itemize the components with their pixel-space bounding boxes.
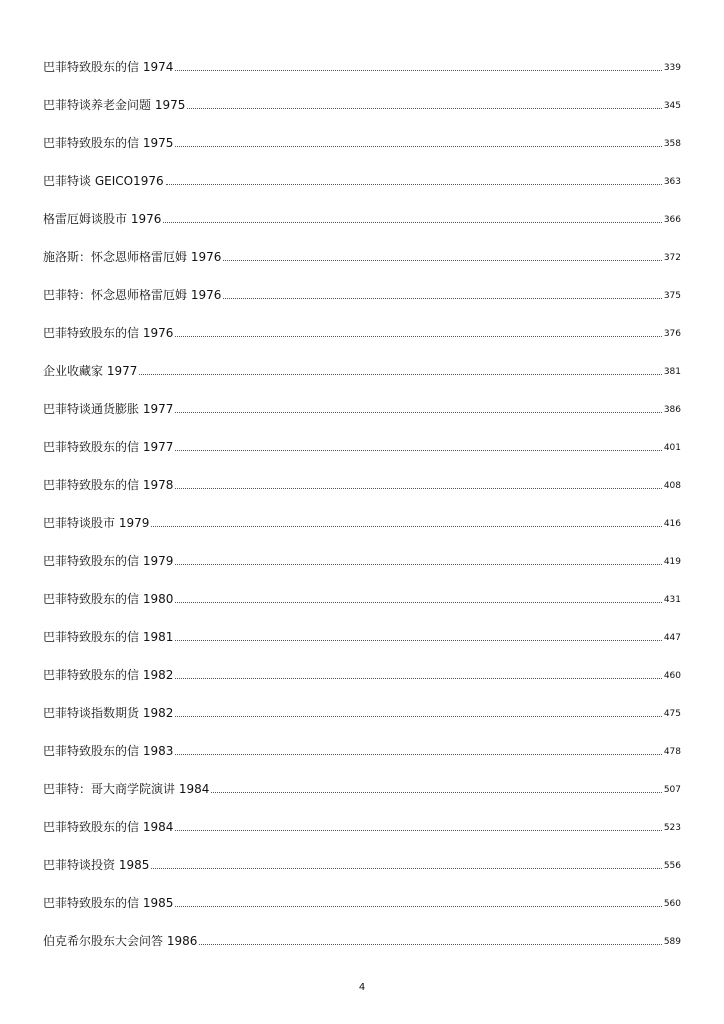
toc-leader-dots [175,640,661,641]
toc-entry[interactable] [43,626,681,644]
toc-entry[interactable] [43,816,681,834]
toc-entry[interactable] [43,550,681,568]
toc-entry[interactable] [43,740,681,758]
toc-entry-title: 巴菲特谈养老金问题 1975 [43,98,186,112]
toc-leader-dots [175,412,661,413]
toc-entry-title: 巴菲特致股东的信 1983 [43,744,174,758]
toc-entry[interactable] [43,778,681,796]
toc-leader-dots [175,906,661,907]
toc-entry[interactable] [43,588,681,606]
toc-entry-page: 345 [663,101,681,111]
toc-entry[interactable] [43,930,681,948]
toc-entry-page: 401 [663,443,681,453]
toc-entry-page: 431 [663,595,681,605]
toc-entry-title: 巴菲特致股东的信 1974 [43,60,174,74]
toc-entry-page: 447 [663,633,681,643]
toc-entry-page: 386 [663,405,681,415]
toc-entry-page: 375 [663,291,681,301]
toc-entry-page: 478 [663,747,681,757]
toc-entry-page: 556 [663,861,681,871]
toc-entry-page: 475 [663,709,681,719]
toc-leader-dots [163,222,661,223]
toc-entry[interactable] [43,854,681,872]
toc-entry-title: 巴菲特致股东的信 1976 [43,326,174,340]
toc-entry-page: 416 [663,519,681,529]
toc-entry-page: 419 [663,557,681,567]
toc-leader-dots [175,488,661,489]
toc-entry-title: 巴菲特致股东的信 1984 [43,820,174,834]
toc-leader-dots [223,260,661,261]
toc-entry[interactable] [43,322,681,340]
toc-entry[interactable] [43,398,681,416]
toc-entry-title: 巴菲特致股东的信 1981 [43,630,174,644]
toc-entry[interactable] [43,474,681,492]
toc-entry-title: 巴菲特致股东的信 1975 [43,136,174,150]
toc-leader-dots [175,450,661,451]
toc-entry-page: 381 [663,367,681,377]
toc-leader-dots [151,868,661,869]
toc-entry-title: 巴菲特谈指数期货 1982 [43,706,174,720]
toc-leader-dots [223,298,661,299]
toc-entry-title: 巴菲特谈通货膨胀 1977 [43,402,174,416]
toc-entry-title: 巴菲特致股东的信 1977 [43,440,174,454]
toc-entry[interactable] [43,436,681,454]
toc-entry[interactable] [43,56,681,74]
toc-leader-dots [139,374,661,375]
toc-entry-title: 巴菲特谈投资 1985 [43,858,150,872]
toc-entry-title: 巴菲特：哥大商学院演讲 1984 [43,782,210,796]
toc-entry-page: 460 [663,671,681,681]
page-number: 4 [358,982,366,993]
toc-entry-page: 376 [663,329,681,339]
toc-entry-page: 366 [663,215,681,225]
toc-leader-dots [175,336,661,337]
toc-entry-title: 巴菲特：怀念恩师格雷厄姆 1976 [43,288,222,302]
toc-entry-page: 408 [663,481,681,491]
toc-entry-page: 358 [663,139,681,149]
toc-leader-dots [151,526,661,527]
toc-entry-page: 560 [663,899,681,909]
toc-leader-dots [175,564,661,565]
toc-entry[interactable] [43,94,681,112]
toc-entry[interactable] [43,360,681,378]
toc-entry-title: 施洛斯：怀念恩师格雷厄姆 1976 [43,250,222,264]
toc-entry[interactable] [43,892,681,910]
toc-entry[interactable] [43,132,681,150]
toc-leader-dots [199,944,661,945]
toc-entry-page: 523 [663,823,681,833]
toc-entry-page: 507 [663,785,681,795]
toc-entry-page: 339 [663,63,681,73]
toc-entry[interactable] [43,170,681,188]
toc-entry-title: 巴菲特致股东的信 1978 [43,478,174,492]
toc-entry-page: 363 [663,177,681,187]
toc-entry-title: 格雷厄姆谈股市 1976 [43,212,162,226]
toc-entry-title: 企业收藏家 1977 [43,364,138,378]
toc-entry[interactable] [43,284,681,302]
toc-entry-title: 巴菲特致股东的信 1979 [43,554,174,568]
toc-leader-dots [175,678,661,679]
toc-leader-dots [175,70,661,71]
toc-leader-dots [211,792,661,793]
toc-leader-dots [175,602,661,603]
toc-entry-title: 巴菲特谈 GEICO1976 [43,174,164,188]
toc-leader-dots [175,146,661,147]
toc-entry-title: 伯克希尔股东大会问答 1986 [43,934,198,948]
toc-entry-page: 372 [663,253,681,263]
toc-entry[interactable] [43,702,681,720]
toc-entry-title: 巴菲特谈股市 1979 [43,516,150,530]
toc-leader-dots [175,830,661,831]
toc-entry-title: 巴菲特致股东的信 1982 [43,668,174,682]
toc-entry[interactable] [43,246,681,264]
toc-entry[interactable] [43,664,681,682]
toc-leader-dots [175,716,661,717]
toc-entry[interactable] [43,512,681,530]
toc-entry-page: 589 [663,937,681,947]
toc-entry-title: 巴菲特致股东的信 1985 [43,896,174,910]
toc-leader-dots [166,184,662,185]
toc-leader-dots [175,754,661,755]
toc-entry[interactable] [43,208,681,226]
toc-leader-dots [187,108,661,109]
toc-entry-title: 巴菲特致股东的信 1980 [43,592,174,606]
